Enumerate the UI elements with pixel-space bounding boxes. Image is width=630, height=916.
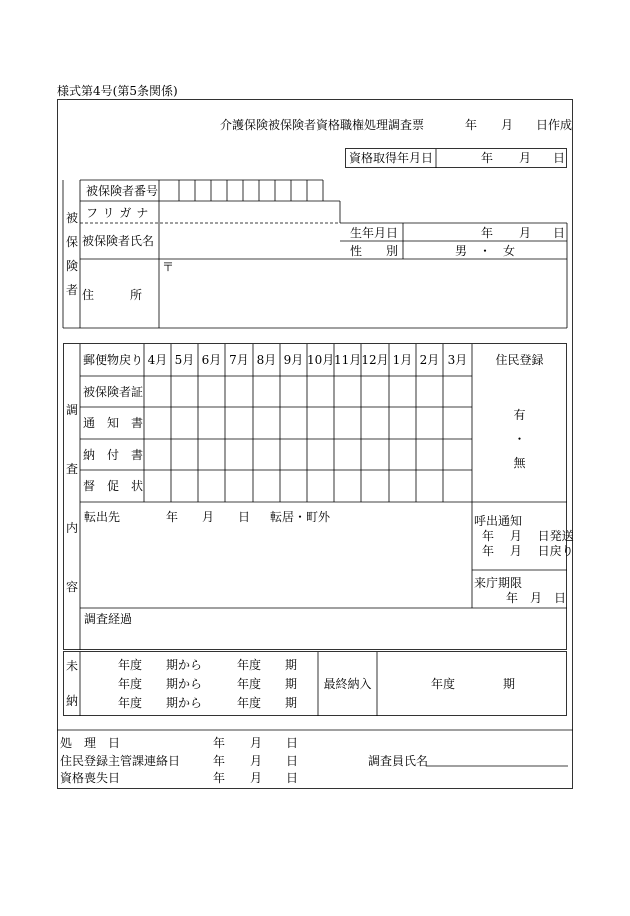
month-header: 8月: [256, 353, 277, 367]
sex-value: 男 ・ 女: [455, 244, 516, 258]
unpaid-from: 期から: [166, 696, 203, 710]
row-label-payment-slip: 納 付 書: [83, 448, 144, 462]
month-header: 6月: [201, 353, 222, 367]
row-label-notice: 通 知 書: [83, 416, 144, 430]
loss-month: 月: [250, 771, 263, 785]
contact-date-label: 住民登録主管課連絡日: [60, 754, 181, 768]
acquisition-month: 月: [519, 151, 532, 165]
month-header: 12月: [361, 353, 389, 367]
resident-yes: 有: [513, 408, 526, 422]
loss-date-label: 資格喪失日: [60, 771, 121, 785]
summons-returned: 年 月 日戻り: [482, 544, 574, 558]
unpaid-to-fy: 年度: [237, 696, 262, 710]
row-label-mail-returned: 郵便物戻り: [83, 353, 144, 367]
created-year: 年: [465, 118, 478, 132]
unpaid-fy: 年度: [118, 658, 143, 672]
unpaid-side-2: 納: [66, 694, 79, 708]
month-header: 7月: [229, 353, 249, 367]
row-label-reminder: 督 促 状: [83, 479, 144, 493]
summons-sent: 年 月 日発送: [482, 529, 574, 543]
contact-day: 日: [286, 754, 299, 768]
moved-year: 年: [166, 510, 179, 524]
insured-side-2: 保: [66, 235, 79, 249]
survey-side-2: 査: [66, 462, 79, 476]
page-title: 介護保険被保険者資格職権処理調査票: [220, 118, 425, 132]
survey-side-1: 調: [66, 403, 79, 417]
month-header: 11月: [334, 353, 362, 367]
unpaid-to: 期: [285, 696, 298, 710]
unpaid-from: 期から: [166, 658, 203, 672]
month-header: 1月: [392, 353, 413, 367]
postal-mark: 〒: [162, 260, 175, 274]
unpaid-to: 期: [285, 677, 298, 691]
resident-no: 無: [513, 456, 526, 470]
birth-month: 月: [519, 226, 532, 240]
processing-day: 日: [286, 736, 299, 750]
moved-day: 日: [238, 510, 251, 524]
visit-deadline-month: 月: [530, 591, 543, 605]
insured-number-label: 被保険者番号: [86, 184, 159, 198]
unpaid-to: 期: [285, 658, 298, 672]
processing-year: 年: [213, 736, 226, 750]
unpaid-fy: 年度: [118, 696, 143, 710]
visit-deadline-label: 来庁期限: [474, 576, 523, 590]
moved-month: 月: [202, 510, 215, 524]
acquisition-year: 年: [481, 151, 494, 165]
insured-name-label: 被保険者氏名: [82, 234, 155, 248]
processing-month: 月: [250, 736, 263, 750]
month-header: 9月: [283, 353, 304, 367]
visit-deadline-year: 年: [506, 591, 519, 605]
loss-day: 日: [286, 771, 299, 785]
created-month: 月: [501, 118, 514, 132]
unpaid-to-fy: 年度: [237, 677, 262, 691]
row-label-insurance-card: 被保険者証: [83, 385, 144, 399]
acquisition-day: 日: [553, 151, 566, 165]
processing-date-label: 処 理 日: [60, 736, 121, 750]
unpaid-to-fy: 年度: [237, 658, 262, 672]
unpaid-side-1: 未: [66, 659, 79, 673]
birth-label: 生年月日: [350, 226, 399, 240]
unpaid-fy: 年度: [118, 677, 143, 691]
month-header: 10月: [307, 353, 335, 367]
insured-side-1: 被: [66, 211, 79, 225]
sex-label: 性 別: [350, 244, 399, 258]
final-term: 期: [503, 677, 516, 691]
summons-label: 呼出通知: [474, 514, 523, 528]
visit-deadline-day: 日: [554, 591, 567, 605]
contact-year: 年: [213, 754, 226, 768]
address-label: 住 所: [82, 288, 143, 302]
investigator-label: 調査員氏名: [368, 754, 429, 768]
month-header: 5月: [174, 353, 195, 367]
birth-year: 年: [481, 226, 494, 240]
final-fy: 年度: [431, 677, 456, 691]
insured-side-3: 険: [66, 259, 79, 273]
acquisition-label: 資格取得年月日: [349, 151, 434, 165]
resident-dot: ・: [513, 432, 526, 446]
survey-side-3: 内: [66, 521, 79, 535]
insured-side-4: 者: [66, 283, 79, 297]
progress-label: 調査経過: [84, 612, 133, 626]
birth-day: 日: [553, 226, 566, 240]
contact-month: 月: [250, 754, 263, 768]
unpaid-from: 期から: [166, 677, 203, 691]
moved-to-label: 転出先: [84, 510, 121, 524]
month-header: 4月: [147, 353, 168, 367]
form-number: 様式第4号(第5条関係): [57, 84, 178, 98]
resident-registration-label: 住民登録: [495, 353, 544, 367]
moved-note: 転居・町外: [270, 510, 331, 524]
final-payment-label: 最終納入: [323, 677, 372, 691]
created-day: 日作成: [536, 118, 573, 132]
loss-year: 年: [213, 771, 226, 785]
month-header: 3月: [447, 353, 468, 367]
month-header: 2月: [419, 353, 440, 367]
survey-side-4: 容: [66, 580, 79, 594]
furigana-label: フリガナ: [86, 206, 154, 220]
